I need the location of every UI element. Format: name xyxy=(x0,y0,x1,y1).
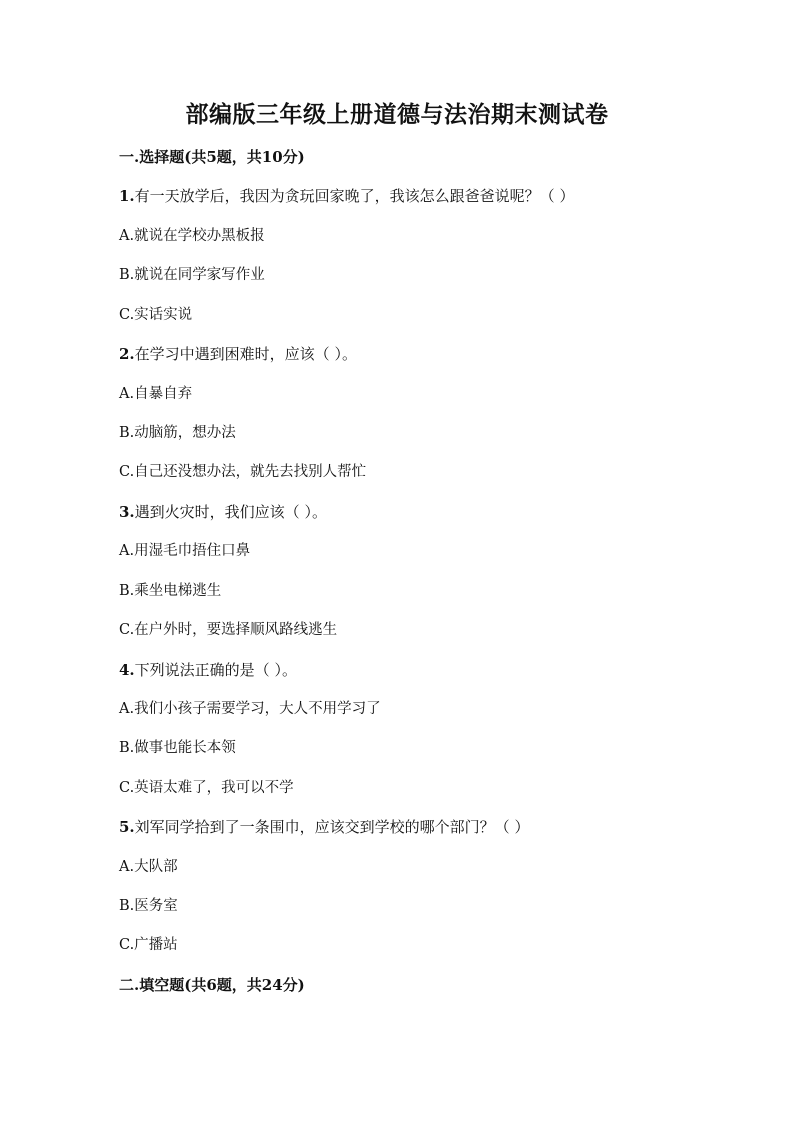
question-4-option-a: A.我们小孩子需要学习，大人不用学习了 xyxy=(119,701,381,717)
question-text: 在学习中遇到困难时，应该（ ）。 xyxy=(134,345,357,363)
question-text: 遇到火灾时，我们应该（ ）。 xyxy=(134,503,327,521)
question-text: 刘军同学拾到了一条围巾，应该交到学校的哪个部门？（ ） xyxy=(134,818,530,836)
question-text: 有一天放学后，我因为贪玩回家晚了，我该怎么跟爸爸说呢？（ ） xyxy=(134,187,575,205)
question-5-option-c: C.广播站 xyxy=(119,937,178,953)
question-2-option-b: B.动脑筋，想办法 xyxy=(119,425,236,441)
question-5 xyxy=(119,817,529,837)
question-2-option-c: C.自己还没想办法，就先去找别人帮忙 xyxy=(119,464,367,480)
question-3-option-b: B.乘坐电梯逃生 xyxy=(119,583,222,599)
question-number: 1. xyxy=(119,187,135,205)
question-number: 2. xyxy=(119,345,135,363)
question-1-option-a: A.就说在学校办黑板报 xyxy=(119,228,265,244)
question-number: 4. xyxy=(119,661,135,679)
question-3-option-a: A.用湿毛巾捂住口鼻 xyxy=(119,543,251,559)
question-text: 下列说法正确的是（ ）。 xyxy=(134,661,297,679)
question-3-option-c: C.在户外时，要选择顺风路线逃生 xyxy=(119,622,338,638)
question-number: 3. xyxy=(119,503,135,521)
question-1-option-b: B.就说在同学家写作业 xyxy=(119,267,265,283)
question-5-option-b: B.医务室 xyxy=(119,898,178,914)
question-3 xyxy=(119,502,327,522)
question-5-option-a: A.大队部 xyxy=(119,859,178,875)
question-1 xyxy=(119,186,574,206)
page-title: 部编版三年级上册道德与法治期末测试卷 xyxy=(185,101,609,128)
section-heading-fill-blank: 二.填空题(共6题，共24分) xyxy=(119,976,305,994)
question-4-option-b: B.做事也能长本领 xyxy=(119,740,236,756)
question-number: 5. xyxy=(119,818,135,836)
question-1-option-c: C.实话实说 xyxy=(119,307,193,323)
question-4-option-c: C.英语太难了，我可以不学 xyxy=(119,780,294,796)
question-4 xyxy=(119,660,297,680)
question-2-option-a: A.自暴自弃 xyxy=(119,386,193,402)
section-heading-choice: 一.选择题(共5题，共10分) xyxy=(119,148,305,166)
question-2 xyxy=(119,344,357,364)
